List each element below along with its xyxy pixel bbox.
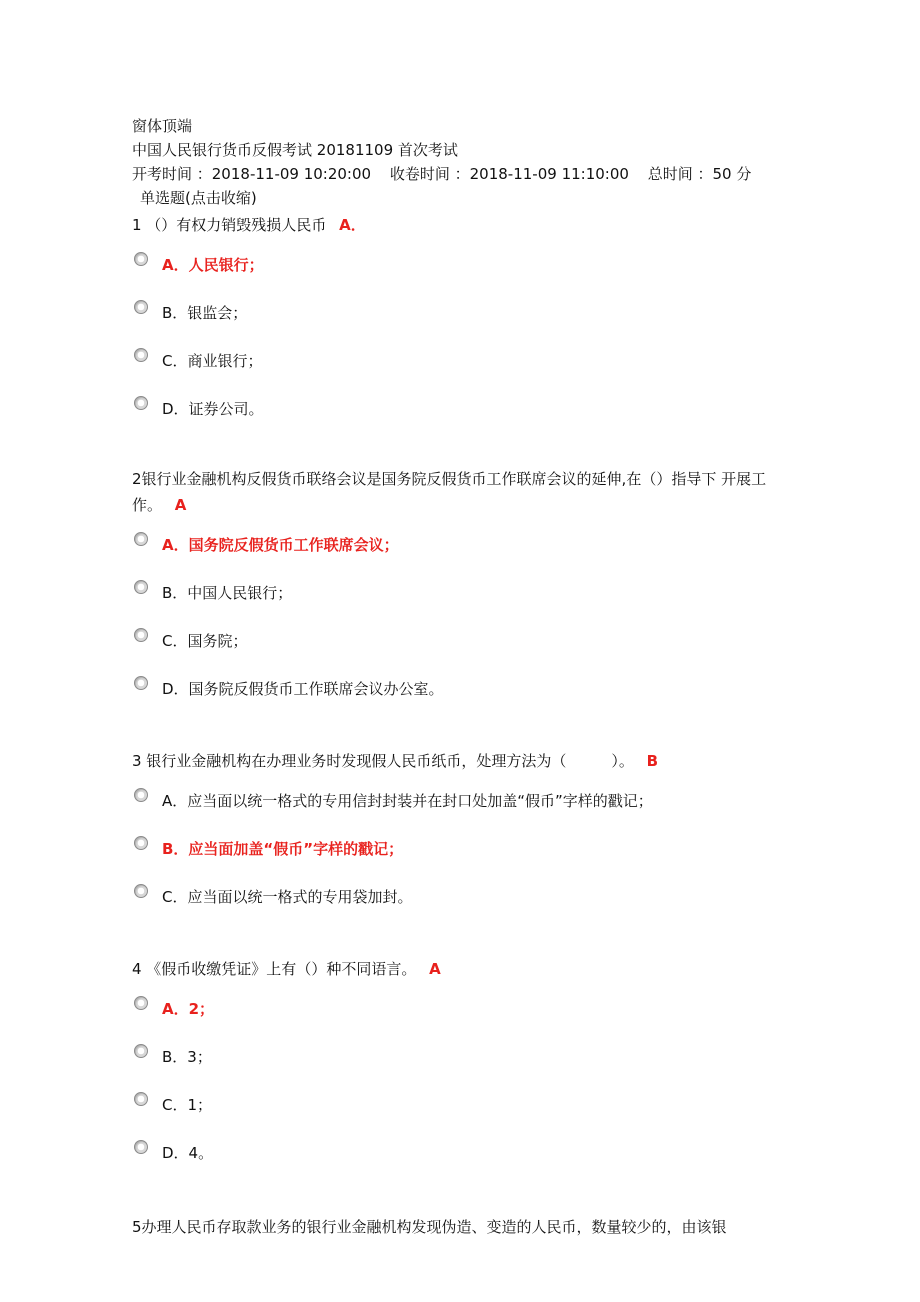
option-c[interactable] — [132, 1086, 782, 1134]
exam-meta — [132, 162, 782, 186]
option-a[interactable] — [132, 990, 782, 1038]
option-label: B．银监会； — [162, 304, 248, 322]
form-top-label: 窗体顶端 — [132, 117, 193, 135]
radio-button[interactable] — [134, 1140, 148, 1154]
option-label: B．中国人民银行； — [162, 584, 293, 602]
option-label: A．2； — [162, 1000, 215, 1018]
option-b[interactable] — [132, 574, 782, 622]
radio-button[interactable] — [134, 788, 148, 802]
option-label: B．3； — [162, 1048, 212, 1066]
option-label: C．1； — [162, 1096, 213, 1114]
option-d[interactable] — [132, 670, 782, 718]
radio-button[interactable] — [134, 676, 148, 690]
option-a[interactable] — [132, 526, 782, 574]
start-time: 开考时间 ：2018-11-09 10:20:00 — [132, 165, 372, 183]
option-label: A．人民银行； — [162, 256, 264, 274]
radio-button[interactable] — [134, 580, 148, 594]
exam-title: 中国人民银行货币反假考试 20181109 首次考试 — [132, 141, 458, 159]
radio-button[interactable] — [134, 1092, 148, 1106]
radio-button[interactable] — [134, 348, 148, 362]
radio-button[interactable] — [134, 628, 148, 642]
radio-button[interactable] — [134, 396, 148, 410]
radio-button[interactable] — [134, 884, 148, 898]
question-2-options — [132, 526, 782, 718]
question-text: 4 《假币收缴凭证》上有（）种不同语言。 — [132, 960, 417, 978]
option-label: D．证券公司。 — [162, 400, 264, 418]
question-text: 1 （）有权力销毁残损人民币 — [132, 216, 327, 234]
option-label: A．国务院反假货币工作联席会议； — [162, 536, 399, 554]
radio-button[interactable] — [134, 252, 148, 266]
question-text: 3 银行业金融机构在办理业务时发现假人民币纸币，处理方法为（ ）。 — [132, 752, 634, 770]
question-4 — [132, 956, 782, 982]
exam-page — [132, 114, 782, 1240]
question-1 — [132, 212, 782, 238]
answer-key: A — [429, 960, 441, 978]
question-text: 5办理人民币存取款业务的银行业金融机构发现伪造、变造的人民币，数量较少的，由该银 — [132, 1218, 727, 1236]
total-time: 总时间 ：50 分 — [647, 165, 752, 183]
radio-button[interactable] — [134, 300, 148, 314]
radio-button[interactable] — [134, 1044, 148, 1058]
option-label: D．4。 — [162, 1144, 214, 1162]
option-label: A．应当面以统一格式的专用信封封装并在封口处加盖“假币”字样的戳记； — [162, 792, 653, 810]
question-3-options — [132, 782, 782, 926]
option-b[interactable] — [132, 1038, 782, 1086]
option-c[interactable] — [132, 622, 782, 670]
option-label: C．商业银行； — [162, 352, 263, 370]
option-b[interactable] — [132, 830, 782, 878]
end-time: 收卷时间 ：2018-11-09 11:10:00 — [389, 165, 629, 183]
question-5 — [132, 1214, 782, 1240]
option-a[interactable] — [132, 782, 782, 830]
answer-key: A． — [339, 216, 366, 234]
section-title-single-choice[interactable]: 单选题(点击收缩) — [140, 189, 257, 207]
question-2 — [132, 466, 782, 518]
option-b[interactable] — [132, 294, 782, 342]
question-3 — [132, 748, 782, 774]
question-4-options — [132, 990, 782, 1182]
radio-button[interactable] — [134, 996, 148, 1010]
option-c[interactable] — [132, 878, 782, 926]
option-label: B．应当面加盖“假币”字样的戳记； — [162, 840, 404, 858]
option-label: C．国务院； — [162, 632, 248, 650]
radio-button[interactable] — [134, 836, 148, 850]
option-label: C．应当面以统一格式的专用袋加封。 — [162, 888, 413, 906]
option-d[interactable] — [132, 390, 782, 438]
option-label: D．国务院反假货币工作联席会议办公室。 — [162, 680, 444, 698]
answer-key: B — [646, 752, 659, 770]
question-text: 2银行业金融机构反假货币联络会议是国务院反假货币工作联席会议的延伸,在（）指导下 开展工作。 — [132, 470, 767, 514]
question-1-options — [132, 246, 782, 438]
option-d[interactable] — [132, 1134, 782, 1182]
option-c[interactable] — [132, 342, 782, 390]
radio-button[interactable] — [134, 532, 148, 546]
option-a[interactable] — [132, 246, 782, 294]
answer-key: A — [174, 496, 187, 514]
